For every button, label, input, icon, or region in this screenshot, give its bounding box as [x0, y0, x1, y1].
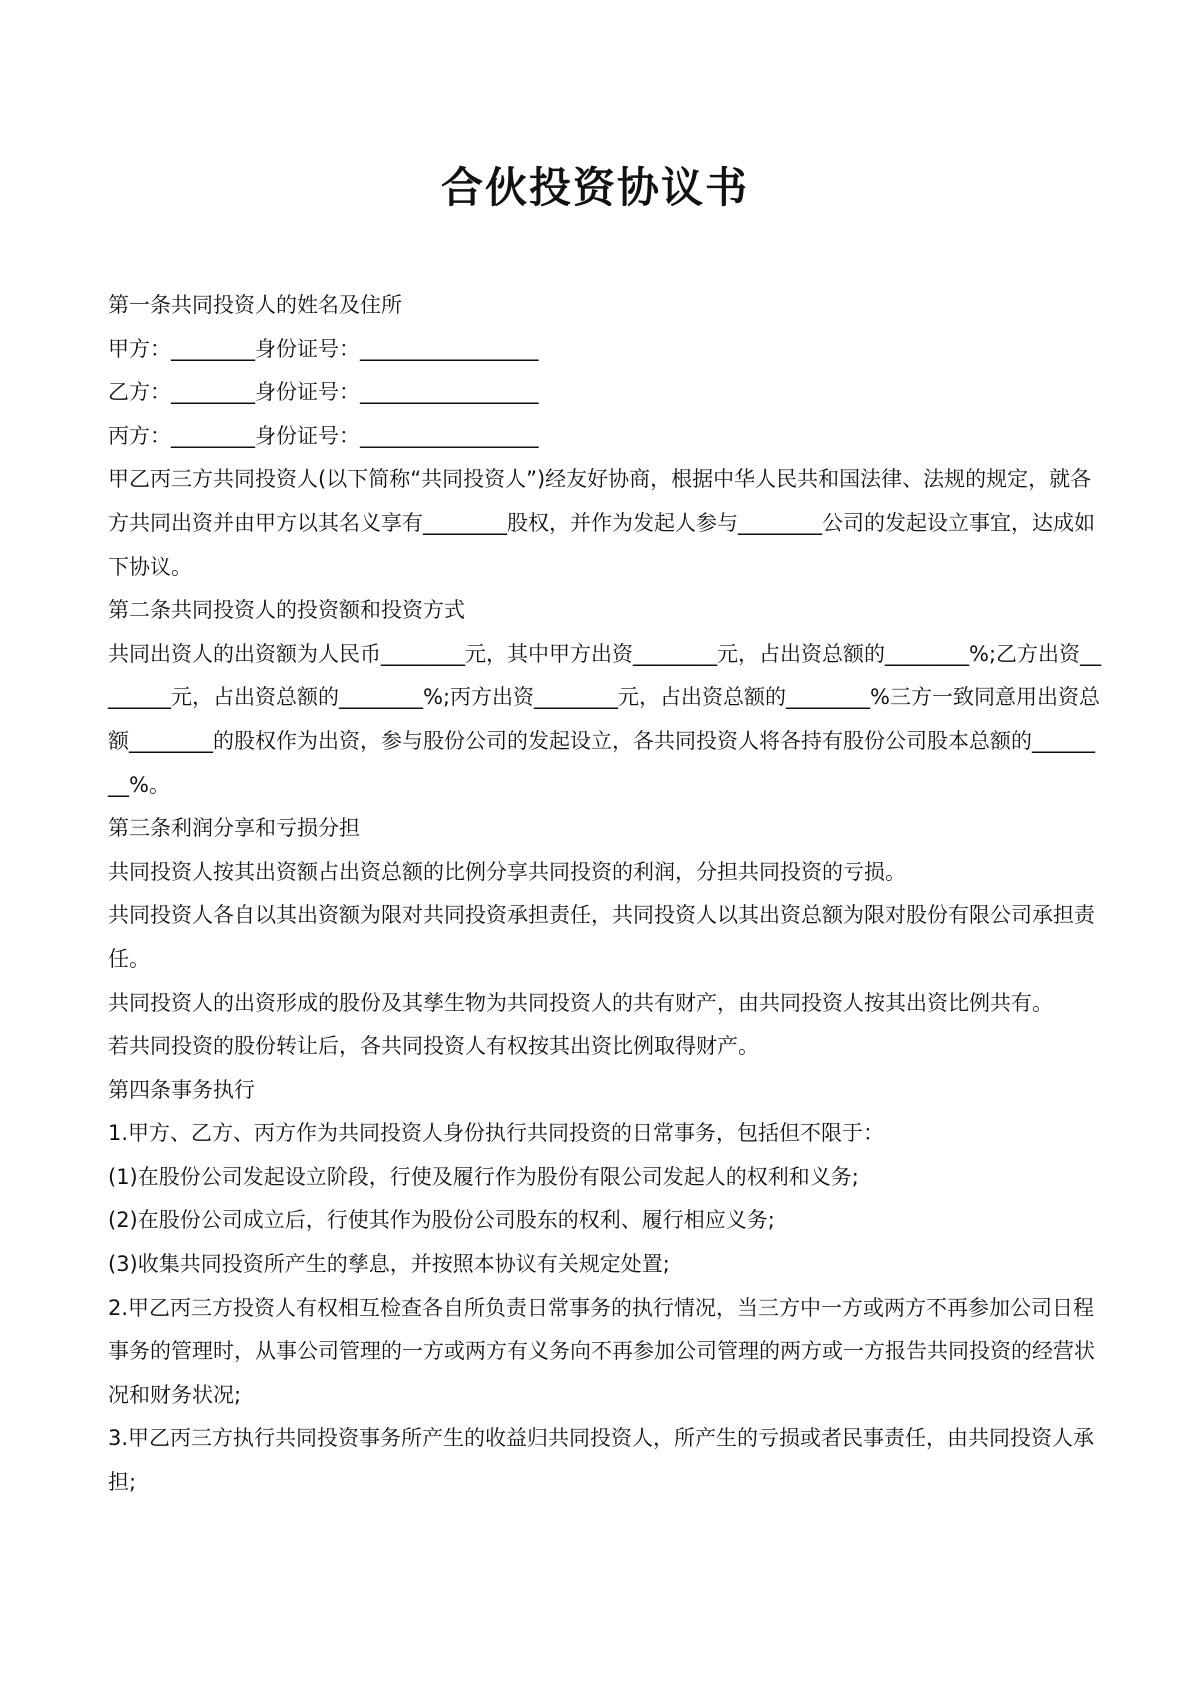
affairs-item-2: 2.甲乙丙三方投资人有权相互检查各自所负责日常事务的执行情况，当三方中一方或两方不再参加公司日程事务的管理时，从事公司管理的一方或两方有义务向不再参加公司管理的两方或一方报告共同投资的经营状况和财务状况; [108, 1295, 1095, 1407]
party-a-line: 甲方：________身份证号：_________________ [108, 336, 539, 361]
article-1-heading: 第一条共同投资人的姓名及住所 [108, 293, 402, 317]
affairs-subitem-2: (2)在股份公司成立后，行使其作为股份公司股东的权利、履行相应义务; [108, 1208, 775, 1233]
liability-paragraph: 共同投资人各自以其出资额为限对共同投资承担责任，共同投资人以其出资总额为限对股份有限公司承担责任。 [108, 903, 1095, 971]
affairs-item-1: 1.甲方、乙方、丙方作为共同投资人身份执行共同投资的日常事务，包括但不限于： [108, 1121, 885, 1146]
article-4-heading: 第四条事务执行 [108, 1077, 255, 1102]
affairs-subitem-1: (1)在股份公司发起设立阶段，行使及履行作为股份有限公司发起人的权利和义务; [108, 1164, 859, 1189]
article-3-heading: 第三条利润分享和亏损分担 [108, 816, 360, 841]
affairs-item-3: 3.甲乙丙三方执行共同投资事务所产生的收益归共同投资人，所产生的亏损或者民事责任，由共同投资人承担; [108, 1426, 1095, 1495]
document-title: 合伙投资协议书 [440, 163, 749, 212]
party-c-line: 丙方：________身份证号：_________________ [108, 423, 539, 448]
investment-paragraph: 共同出资人的出资额为人民币________元，其中甲方出资________元，占出资总额的________%;乙方出资________元，占出资总额的________%;丙方出资________元，占出资总额的________%三方一致同意用出资总额________的股权作为出资，参与股份公司的发起设立，各共同投资人将各持有股份公司股本总额的________%。 [108, 641, 1102, 797]
affairs-subitem-3: (3)收集共同投资所产生的孳息，并按照本协议有关规定处置; [108, 1252, 670, 1277]
article-2-heading: 第二条共同投资人的投资额和投资方式 [108, 598, 465, 623]
party-b-line: 乙方：________身份证号：_________________ [108, 380, 539, 405]
document-body [108, 284, 1104, 1505]
profit-paragraph: 共同投资人按其出资额占出资总额的比例分享共同投资的利润，分担共同投资的亏损。 [108, 859, 906, 884]
preamble-paragraph: 甲乙丙三方共同投资人(以下简称“共同投资人”)经友好协商，根据中华人民共和国法律、法规的规定，就各方共同出资并由甲方以其名义享有________股权，并作为发起人参与________公司的发起设立事宜，达成如下协议。 [108, 467, 1095, 579]
property-paragraph: 共同投资人的出资形成的股份及其孳生物为共同投资人的共有财产，由共同投资人按其出资比例共有。 [108, 990, 1053, 1015]
transfer-paragraph: 若共同投资的股份转让后，各共同投资人有权按其出资比例取得财产。 [108, 1034, 759, 1059]
